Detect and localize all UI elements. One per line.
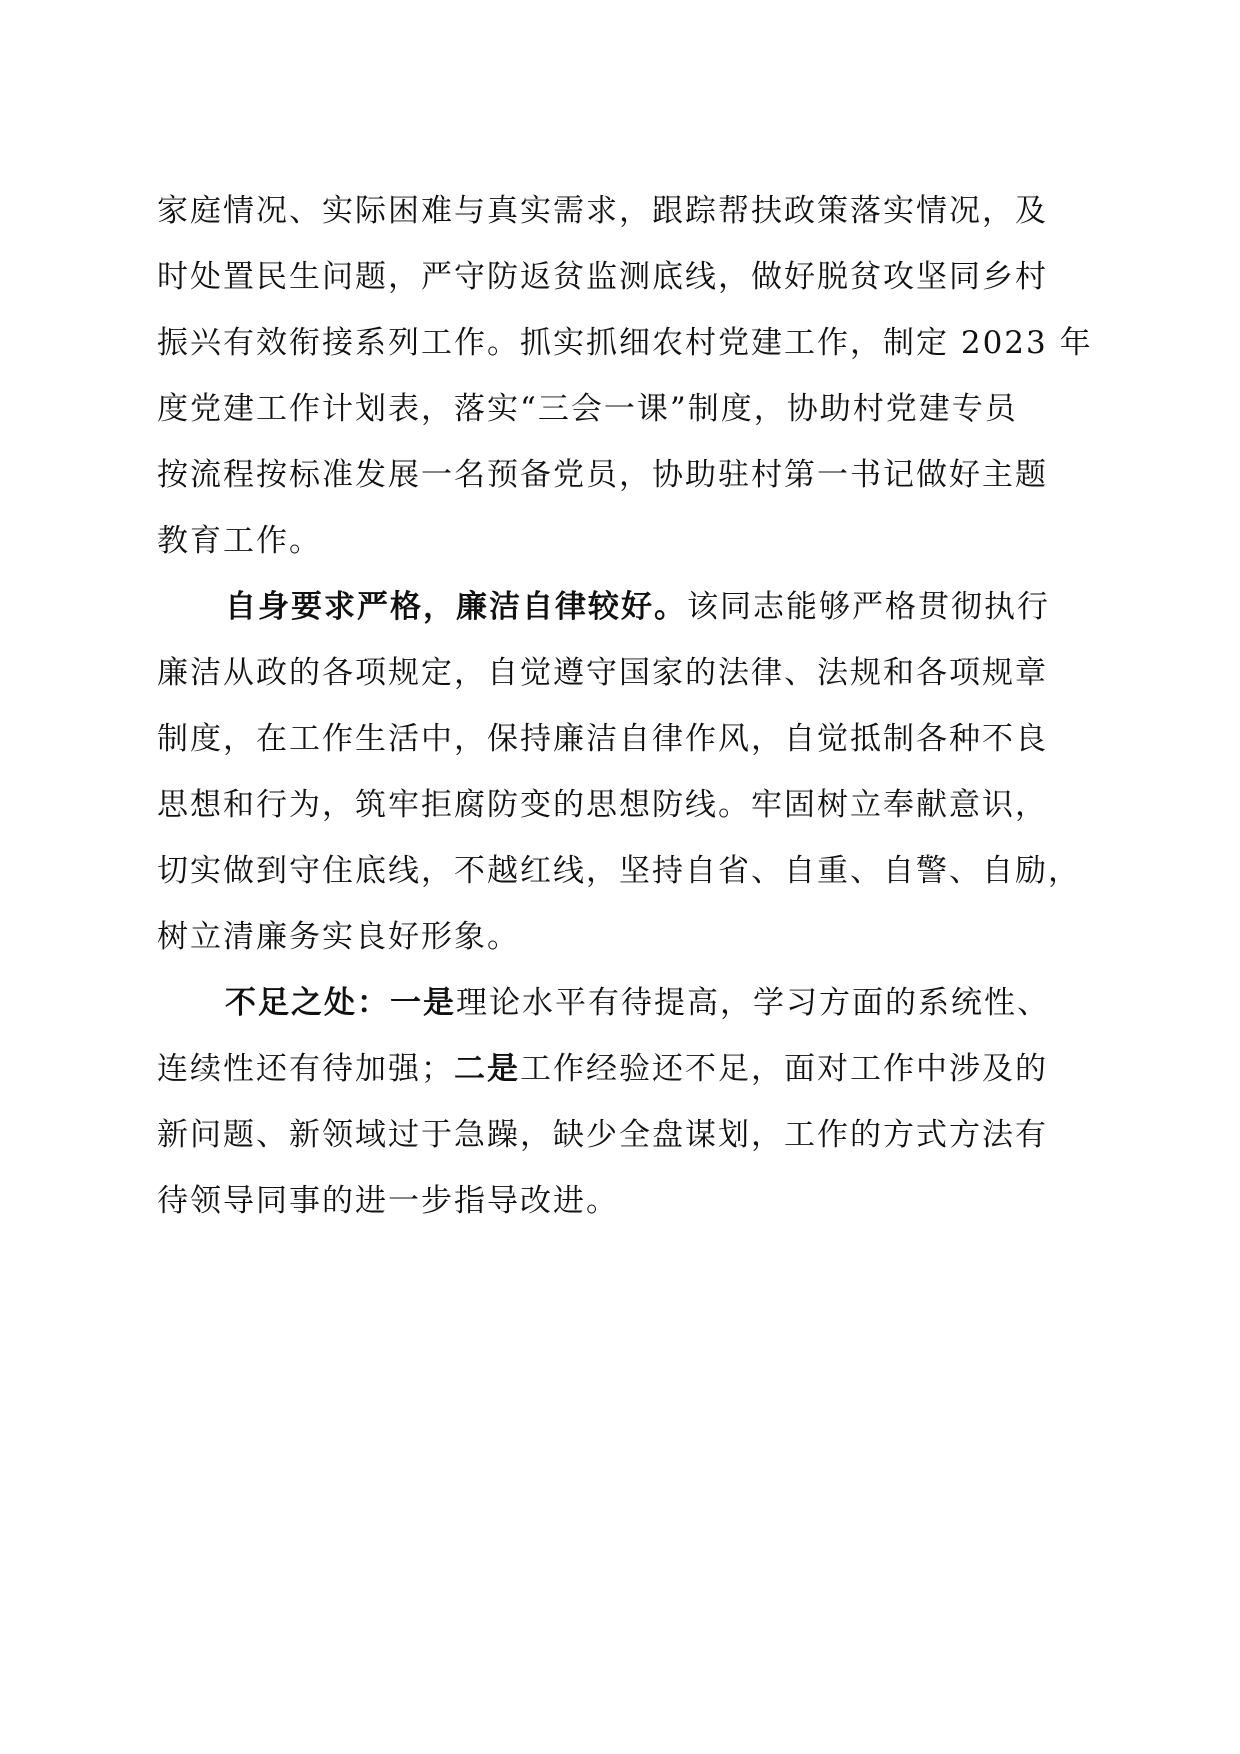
text-run: 连续性还有待加强；	[157, 1051, 454, 1087]
point-label: 一是	[390, 985, 456, 1021]
text-line: 新问题、新领域过于急躁，缺少全盘谋划，工作的方式方法有	[157, 1117, 1048, 1153]
text-run: 工作经验还不足，面对工作中涉及的	[520, 1051, 1048, 1087]
text-line: 制度，在工作生活中，保持廉洁自律作风，自觉抵制各种不良	[157, 721, 1048, 757]
point-label: 二是	[454, 1051, 520, 1087]
text-line: 思想和行为，筑牢拒腐防变的思想防线。牢固树立奉献意识，	[157, 787, 1048, 823]
text-line	[157, 1036, 1097, 1102]
text-line: 振兴有效衔接系列工作。抓实抓细农村党建工作，制定 2023 年	[157, 325, 1093, 361]
paragraph-heading: 自身要求严格，廉洁自律较好。	[225, 589, 687, 625]
text-line: 树立清廉务实良好形象。	[157, 919, 520, 955]
text-line	[157, 970, 1097, 1036]
text-line: 教育工作。	[157, 523, 322, 559]
text-line: 按流程按标准发展一名预备党员，协助驻村第一书记做好主题	[157, 457, 1048, 493]
text-line: 切实做到守住底线，不越红线，坚持自省、自重、自警、自励，	[157, 853, 1081, 889]
text-line	[157, 574, 1097, 640]
paragraph-2	[157, 574, 1097, 970]
paragraph-3	[157, 970, 1097, 1234]
text-run: 该同志能够严格贯彻执行	[687, 589, 1050, 625]
text-line: 廉洁从政的各项规定，自觉遵守国家的法律、法规和各项规章	[157, 655, 1048, 691]
document-body	[157, 178, 1097, 1234]
paragraph-heading: 不足之处：	[225, 985, 390, 1021]
text-line: 待领导同事的进一步指导改进。	[157, 1183, 619, 1219]
text-line: 时处置民生问题，严守防返贫监测底线，做好脱贫攻坚同乡村	[157, 259, 1048, 295]
text-line: 家庭情况、实际困难与真实需求，跟踪帮扶政策落实情况，及	[157, 193, 1048, 229]
paragraph-1	[157, 178, 1097, 574]
text-run: 理论水平有待提高，学习方面的系统性、	[456, 985, 1050, 1021]
text-line: 度党建工作计划表，落实“三会一课”制度，协助村党建专员	[157, 391, 1018, 427]
